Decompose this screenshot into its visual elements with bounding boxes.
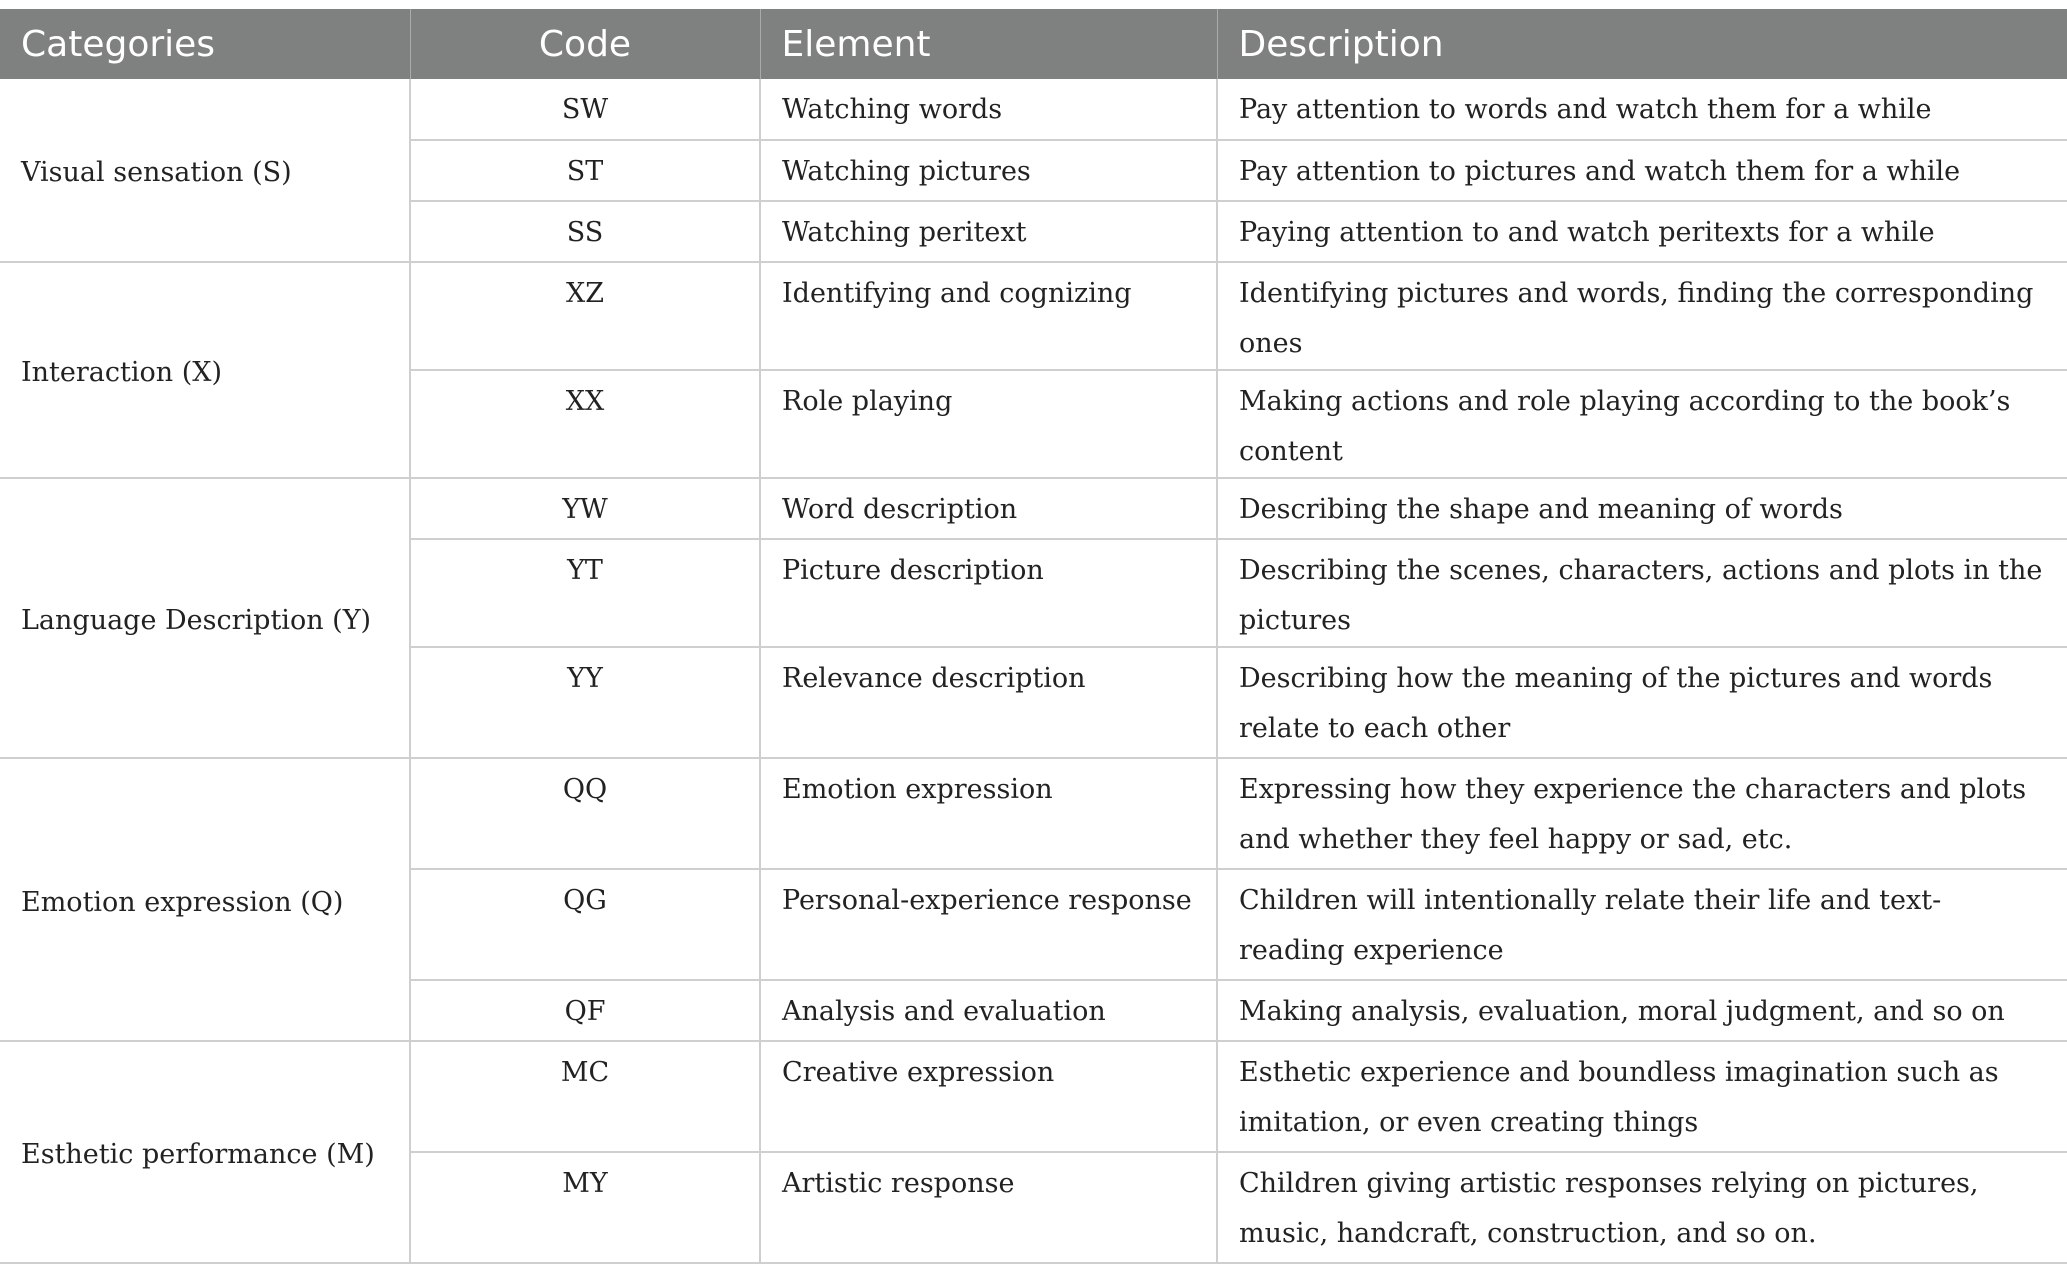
table-body: [0, 79, 2067, 1263]
table-row: [0, 1041, 2067, 1152]
element-cell: Creative expression: [760, 1041, 1217, 1152]
element-cell: Identifying and cognizing: [760, 262, 1217, 370]
description-cell: Paying attention to and watch peritexts for a while: [1217, 201, 2067, 262]
code-cell: YW: [410, 478, 760, 539]
description-cell: Describing how the meaning of the pictures and words relate to each other: [1217, 647, 2067, 758]
description-cell: Identifying pictures and words, finding the corresponding ones: [1217, 262, 2067, 370]
code-cell: QQ: [410, 758, 760, 869]
table-row: [0, 79, 2067, 140]
code-cell: YY: [410, 647, 760, 758]
description-cell: Children giving artistic responses relying on pictures, music, handcraft, construction, and so on.: [1217, 1152, 2067, 1263]
coding-scheme-table: [0, 9, 2067, 1264]
header-element: Element: [760, 9, 1217, 79]
category-cell: Visual sensation (S): [0, 79, 410, 262]
category-cell: Language Description (Y): [0, 478, 410, 758]
element-cell: Watching peritext: [760, 201, 1217, 262]
code-cell: YT: [410, 539, 760, 647]
element-cell: Personal-experience response: [760, 869, 1217, 980]
code-cell: QF: [410, 980, 760, 1041]
description-cell: Describing the shape and meaning of words: [1217, 478, 2067, 539]
category-cell: Interaction (X): [0, 262, 410, 478]
description-cell: Making actions and role playing according to the book’s content: [1217, 370, 2067, 478]
description-cell: Describing the scenes, characters, actions and plots in the pictures: [1217, 539, 2067, 647]
code-cell: MC: [410, 1041, 760, 1152]
element-cell: Watching pictures: [760, 140, 1217, 201]
description-cell: Pay attention to pictures and watch them for a while: [1217, 140, 2067, 201]
header-description: Description: [1217, 9, 2067, 79]
description-cell: Esthetic experience and boundless imagination such as imitation, or even creating things: [1217, 1041, 2067, 1152]
header-code: Code: [410, 9, 760, 79]
table-row: [0, 758, 2067, 869]
description-cell: Children will intentionally relate their life and text-reading experience: [1217, 869, 2067, 980]
table-row: [0, 262, 2067, 370]
table-header: [0, 9, 2067, 79]
category-cell: Esthetic performance (M): [0, 1041, 410, 1263]
code-cell: SS: [410, 201, 760, 262]
element-cell: Emotion expression: [760, 758, 1217, 869]
code-cell: QG: [410, 869, 760, 980]
element-cell: Word description: [760, 478, 1217, 539]
header-row: [0, 9, 2067, 79]
code-cell: XZ: [410, 262, 760, 370]
element-cell: Role playing: [760, 370, 1217, 478]
header-categories: Categories: [0, 9, 410, 79]
category-cell: Emotion expression (Q): [0, 758, 410, 1041]
element-cell: Watching words: [760, 79, 1217, 140]
code-cell: SW: [410, 79, 760, 140]
element-cell: Analysis and evaluation: [760, 980, 1217, 1041]
description-cell: Making analysis, evaluation, moral judgment, and so on: [1217, 980, 2067, 1041]
table-row: [0, 478, 2067, 539]
code-cell: ST: [410, 140, 760, 201]
element-cell: Relevance description: [760, 647, 1217, 758]
description-cell: Expressing how they experience the characters and plots and whether they feel happy or sad, etc.: [1217, 758, 2067, 869]
description-cell: Pay attention to words and watch them for a while: [1217, 79, 2067, 140]
element-cell: Picture description: [760, 539, 1217, 647]
code-cell: MY: [410, 1152, 760, 1263]
element-cell: Artistic response: [760, 1152, 1217, 1263]
code-cell: XX: [410, 370, 760, 478]
